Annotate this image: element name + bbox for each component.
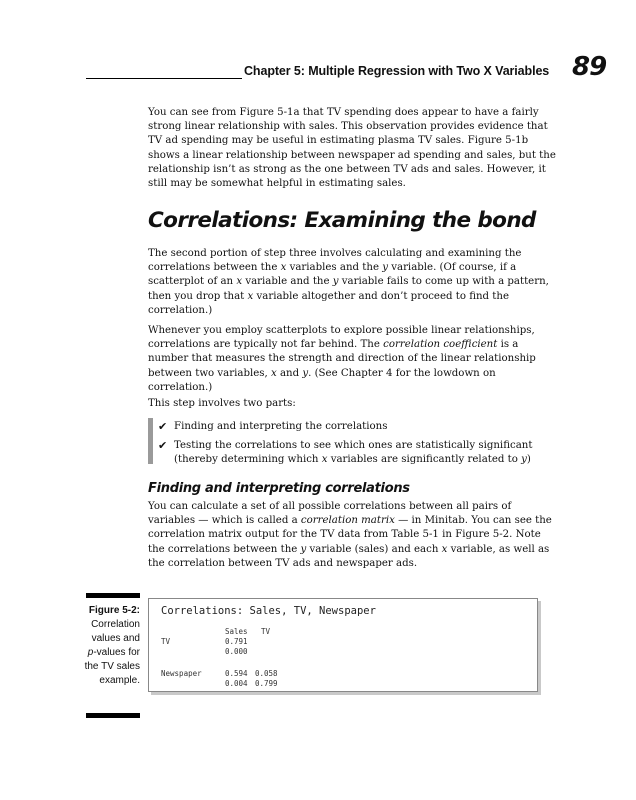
section-heading: Correlations: Examining the bond [148, 208, 536, 233]
checkmark-icon: ✔ [158, 420, 168, 433]
section-paragraph-3: This step involves two parts: [148, 398, 296, 409]
pvalue-newspaper-sales: 0.004 [225, 679, 248, 688]
figure-caption [60, 604, 140, 688]
column-header-sales: Sales [225, 627, 248, 636]
row-label-tv: TV [161, 637, 171, 646]
bullet-item-1: ✔ Finding and interpreting the correlations [158, 420, 388, 433]
header-rule [86, 78, 242, 79]
bullet-list [148, 418, 568, 468]
subsection-paragraph: You can calculate a set of all possible correlations between all pairs of variables — which is called a correlation matrix — in Minitab. You can see the correlation matrix output for the TV data from Table 5-1 in Figure 5-2. Note the correlations between the y variable (sales) and each x variable, as well as the correlation between TV ads and newspaper ads. [148, 501, 552, 569]
caption-line: Correlation [91, 619, 140, 630]
caption-line: values and [91, 633, 140, 644]
figure-rule-bottom [86, 713, 140, 718]
caption-line: p-values for [87, 647, 140, 658]
section-paragraph-2: Whenever you employ scatterplots to explore possible linear relationships, correlations are typically not far behind. The correlation coefficient is a number that measures the strength and direction of the linear relationship between two variables, x and y. (See Chapter 4 for the lowdown on correlation.) [148, 325, 536, 393]
column-header-tv: TV [261, 627, 271, 636]
figure-rule-top [86, 593, 140, 598]
caption-line: example. [99, 675, 140, 686]
corr-newspaper-tv: 0.058 [255, 669, 278, 678]
subsection-heading: Finding and interpreting correlations [148, 481, 410, 496]
minitab-output-box [148, 598, 538, 692]
bullet-item-2: ✔ Testing the correlations to see which ones are statistically significant (thereby determining which x variables are significantly related to y) [158, 439, 533, 466]
figure-label: Figure 5-2: [88, 605, 140, 616]
row-label-newspaper: Newspaper [161, 669, 202, 678]
running-header-title: Chapter 5: Multiple Regression with Two X Variables [244, 64, 550, 78]
checkmark-icon: ✔ [158, 439, 168, 453]
intro-paragraph: You can see from Figure 5-1a that TV spending does appear to have a fairly strong linear relationship with sales. This observation provides evidence that TV ad spending may be useful in estimating plasma TV sales. Figure 5-1b shows a linear relationship between newspaper ad spending and sales, but the relationship isn’t as strong as the one between TV ads and sales. However, it still may be somewhat helpful in estimating sales. [148, 107, 556, 190]
pvalue-newspaper-tv: 0.799 [255, 679, 278, 688]
corr-tv-sales: 0.791 [225, 637, 248, 646]
section-paragraph-1: The second portion of step three involves calculating and examining the correlations between the x variables and the y variable. (Of course, if a scatterplot of an x variable and the y variable fails to come up with a pattern, then you drop that x variable altogether and don’t proceed to find the correlation.) [148, 248, 549, 316]
pvalue-tv-sales: 0.000 [225, 647, 248, 656]
corr-newspaper-sales: 0.594 [225, 669, 248, 678]
caption-line: the TV sales [84, 661, 140, 672]
output-title: Correlations: Sales, TV, Newspaper [161, 605, 376, 617]
page-number: 89 [572, 52, 607, 82]
